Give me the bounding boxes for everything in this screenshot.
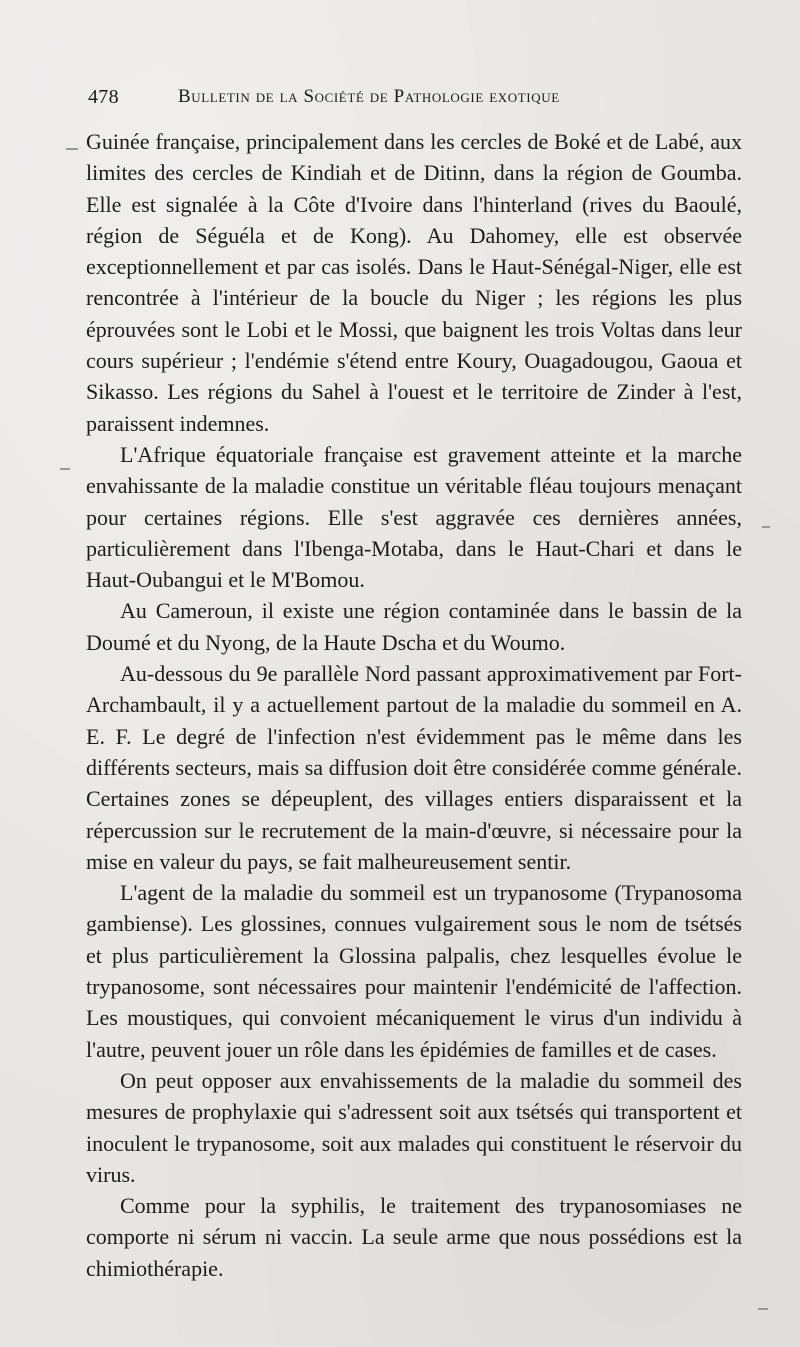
margin-mark: [762, 526, 770, 528]
body-text: [86, 126, 742, 1284]
margin-mark: [60, 468, 70, 470]
page-number: 478: [88, 86, 119, 108]
running-title: Bulletin de la Société de Pathologie exotique: [178, 86, 560, 107]
page-header: [88, 86, 708, 116]
paragraph: L'agent de la maladie du sommeil est un trypanosome (Trypanosoma gambiense). Les glossines, connues vulgairement sous le nom de tsétsés et plus particulièrement la Glossina palpalis, chez lesquelles évolue le trypanosome, sont nécessaires pour maintenir l'endémicité de l'affection. Les moustiques, qui convoient mécaniquement le virus d'un individu à l'autre, peuvent jouer un rôle dans les épidémies de familles et de cases.: [86, 880, 742, 1062]
paragraph: L'Afrique équatoriale française est gravement atteinte et la marche envahissante de la maladie constitue un véritable fléau toujours menaçant pour certaines régions. Elle s'est aggravée ces dernières années, particulièrement dans l'Ibenga-Motaba, dans le Haut-Chari et dans le Haut-Oubangui et le M'Bomou.: [86, 441, 742, 593]
margin-mark: [66, 148, 78, 150]
paragraph: Au-dessous du 9e parallèle Nord passant approximativement par Fort-Archambault, il y a actuellement partout de la maladie du sommeil en A. E. F. Le degré de l'infection n'est évidemment pas le même dans les différents secteurs, mais sa diffusion doit être considérée comme générale. Certaines zones se dépeuplent, des villages entiers disparaissent et la répercussion sur le recrutement de la main-d'œuvre, si nécessaire pour la mise en valeur du pays, se fait malheureusement sentir.: [86, 661, 742, 874]
margin-mark: [758, 1308, 768, 1310]
paragraph: On peut opposer aux envahissements de la maladie du sommeil des mesures de prophylaxie qui s'adressent soit aux tsétsés qui transportent et inoculent le trypanosome, soit aux malades qui constituent le réservoir du virus.: [86, 1067, 742, 1187]
paragraph: Au Cameroun, il existe une région contaminée dans le bassin de la Doumé et du Nyong, de la Haute Dscha et du Woumo.: [86, 598, 742, 655]
paragraph: Comme pour la syphilis, le traitement des trypanosomiases ne comporte ni sérum ni vaccin. La seule arme que nous possédions est la chimiothérapie.: [86, 1193, 742, 1281]
paragraph: Guinée française, principalement dans les cercles de Boké et de Labé, aux limites des cercles de Kindiah et de Ditinn, dans la région de Goumba. Elle est signalée à la Côte d'Ivoire dans l'hinterland (rives du Baoulé, région de Séguéla et de Kong). Au Dahomey, elle est observée exceptionnellement et par cas isolés. Dans le Haut-Sénégal-Niger, elle est rencontrée à l'intérieur de la boucle du Niger ; les régions les plus éprouvées sont le Lobi et le Mossi, que baignent les trois Voltas dans leur cours supérieur ; l'endémie s'étend entre Koury, Ouagadougou, Gaoua et Sikasso. Les régions du Sahel à l'ouest et le territoire de Zinder à l'est, paraissent indemnes.: [86, 129, 742, 436]
